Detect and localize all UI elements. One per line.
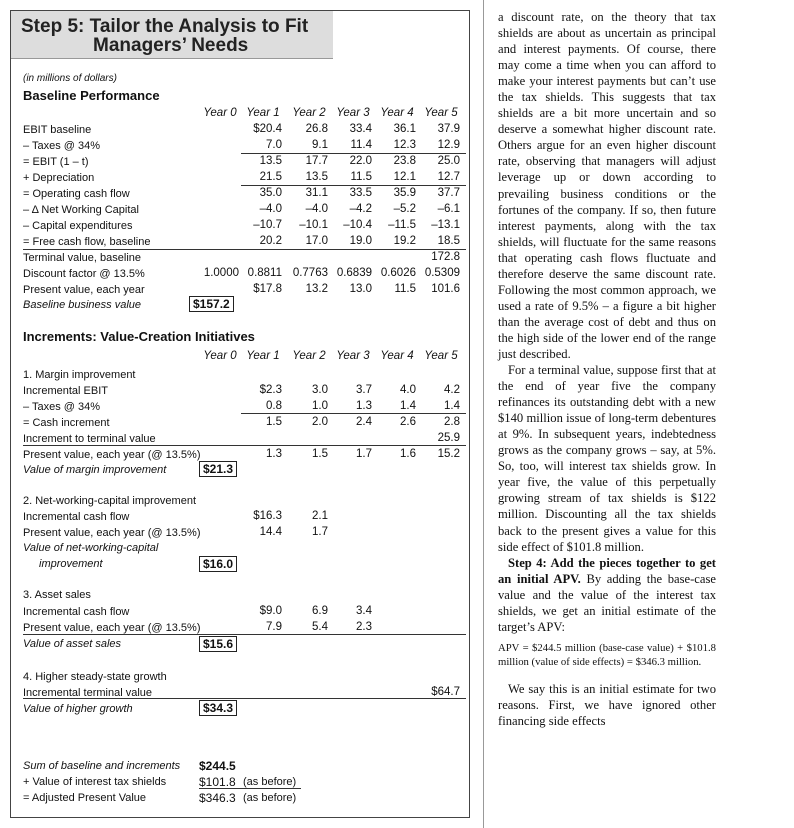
summary-label-0: Sum of baseline and increments xyxy=(23,760,181,772)
baseline-cell-10-2: 13.2 xyxy=(305,283,328,295)
baseline-rule-3 xyxy=(23,249,466,250)
baseline-row-label-3: + Depreciation xyxy=(23,172,95,184)
summary-rule xyxy=(199,788,301,789)
article-paragraph-3: We say this is an initial estimate for two reasons. First, we have ignored other financing side effects xyxy=(498,681,716,728)
baseline-row-label-0: EBIT baseline xyxy=(23,124,92,136)
baseline-cell-5-4: –5.2 xyxy=(393,203,416,215)
margin-cell-1-2: 1.0 xyxy=(312,400,328,412)
baseline-cell-2-2: 17.7 xyxy=(305,155,328,167)
baseline-cell-9-0: 1.0000 xyxy=(203,267,239,279)
margin-value-label: Value of margin improvement xyxy=(23,464,167,476)
assets-value-box: $15.6 xyxy=(199,636,237,652)
margin-row-label-4: Present value, each year (@ 13.5%) xyxy=(23,449,201,461)
baseline-cell-9-1: 0.8811 xyxy=(247,267,282,279)
growth-value-label: Value of higher growth xyxy=(23,703,133,715)
exhibit-title xyxy=(11,11,333,59)
growth-cell-0-5: $64.7 xyxy=(431,686,460,698)
baseline-year-header-3: Year 3 xyxy=(336,107,370,119)
growth-title: 4. Higher steady-state growth xyxy=(23,671,167,683)
margin-cell-2-5: 2.8 xyxy=(444,416,460,428)
assets-cell-0-1: $9.0 xyxy=(259,605,282,617)
baseline-row-label-2: = EBIT (1 – t) xyxy=(23,156,89,168)
nwc-cell-1-2: 1.7 xyxy=(312,526,328,538)
baseline-cell-5-3: –4.2 xyxy=(349,203,372,215)
summary-note-1: (as before) xyxy=(243,776,297,788)
margin-cell-4-4: 1.6 xyxy=(400,448,416,460)
margin-cell-1-3: 1.3 xyxy=(356,400,372,412)
baseline-cell-6-2: –10.1 xyxy=(299,219,328,231)
baseline-cell-10-5: 101.6 xyxy=(431,283,460,295)
baseline-heading: Baseline Performance xyxy=(23,88,160,103)
baseline-value-box: $157.2 xyxy=(189,296,234,312)
increments-year-header-2: Year 2 xyxy=(292,350,326,362)
margin-cell-1-1: 0.8 xyxy=(266,400,282,412)
summary-label-1: + Value of interest tax shields xyxy=(23,776,167,788)
baseline-row-label-7: = Free cash flow, baseline xyxy=(23,236,151,248)
nwc-cell-0-2: 2.1 xyxy=(312,510,328,522)
baseline-cell-7-3: 19.0 xyxy=(349,235,372,247)
baseline-cell-10-1: $17.8 xyxy=(253,283,282,295)
baseline-cell-9-3: 0.6839 xyxy=(336,267,372,279)
baseline-row-label-6: – Capital expenditures xyxy=(23,220,133,232)
baseline-cell-2-4: 23.8 xyxy=(393,155,416,167)
baseline-cell-5-5: –6.1 xyxy=(437,203,460,215)
margin-row-label-2: = Cash increment xyxy=(23,417,110,429)
baseline-cell-1-4: 12.3 xyxy=(393,139,416,151)
baseline-cell-5-2: –4.0 xyxy=(305,203,328,215)
margin-rule-2 xyxy=(23,445,466,446)
margin-cell-4-2: 1.5 xyxy=(312,448,328,460)
baseline-rule-1 xyxy=(241,153,466,154)
nwc-row-label-1: Present value, each year (@ 13.5%) xyxy=(23,527,201,539)
article-column xyxy=(498,9,716,729)
nwc-value-label-1: Value of net-working-capital xyxy=(23,542,159,554)
increments-heading: Increments: Value-Creation Initiatives xyxy=(23,329,255,344)
assets-title: 3. Asset sales xyxy=(23,589,91,601)
baseline-cell-0-3: 33.4 xyxy=(349,123,372,135)
margin-cell-2-1: 1.5 xyxy=(266,416,282,428)
exhibit-panel xyxy=(10,10,470,818)
baseline-cell-9-4: 0.6026 xyxy=(380,267,416,279)
baseline-cell-0-1: $20.4 xyxy=(253,123,282,135)
baseline-value-label: Baseline business value xyxy=(23,299,142,311)
units-note: (in millions of dollars) xyxy=(23,73,117,84)
apv-formula: APV = $244.5 million (base-case value) + $101.8 million (value of side effects) = $346.3 million. xyxy=(498,641,716,668)
summary-value-1: $101.8 xyxy=(199,775,236,789)
increments-year-header-0: Year 0 xyxy=(203,350,237,362)
increments-year-header-1: Year 1 xyxy=(246,350,280,362)
article-paragraph-1: a discount rate, on the theory that tax shields are about as uncertain as principal and interest payments. Of course, there may come a time when you can afford to make your interest payments but can’t use the tax shields. This suggests that tax shields are a bit more uncertain and so deserve a somewhat higher discount rate. Others argue for an even higher discount rate, observing that managers will adjust leverage up or down according to prevailing business conditions or the fortunes of the company. If so, then future interest payments, along with the tax shields, will fluctuate for the same reasons that operating cash flows fluctuate and therefore deserve the same discount rate. Following the most common approach, we used a rate of 9.5% – a figure a bit higher than the average cost of debt and thus on the high side of the lower end of the range just described. xyxy=(498,10,716,361)
nwc-cell-0-1: $16.3 xyxy=(253,510,282,522)
baseline-year-header-5: Year 5 xyxy=(424,107,458,119)
baseline-row-label-1: – Taxes @ 34% xyxy=(23,140,101,152)
assets-row-label-1: Present value, each year (@ 13.5%) xyxy=(23,622,201,634)
baseline-cell-4-2: 31.1 xyxy=(305,187,328,199)
assets-cell-1-3: 2.3 xyxy=(356,621,372,633)
baseline-year-header-0: Year 0 xyxy=(203,107,237,119)
margin-cell-4-1: 1.3 xyxy=(266,448,282,460)
margin-cell-1-4: 1.4 xyxy=(400,400,416,412)
baseline-cell-7-2: 17.0 xyxy=(305,235,328,247)
growth-value-box: $34.3 xyxy=(199,700,237,716)
baseline-cell-1-2: 9.1 xyxy=(312,139,328,151)
nwc-row-label-0: Incremental cash flow xyxy=(23,511,130,523)
baseline-cell-4-5: 37.7 xyxy=(437,187,460,199)
baseline-cell-0-5: 37.9 xyxy=(437,123,460,135)
exhibit-title-line2: Managers’ Needs xyxy=(93,35,249,56)
baseline-year-header-1: Year 1 xyxy=(246,107,280,119)
summary-value-0: $244.5 xyxy=(199,759,236,773)
baseline-cell-7-5: 18.5 xyxy=(437,235,460,247)
margin-cell-4-5: 15.2 xyxy=(437,448,460,460)
baseline-cell-2-1: 13.5 xyxy=(259,155,282,167)
growth-rule xyxy=(23,698,466,699)
baseline-cell-1-5: 12.9 xyxy=(437,139,460,151)
baseline-row-label-8: Terminal value, baseline xyxy=(23,252,142,264)
column-divider xyxy=(483,0,484,828)
baseline-row-label-10: Present value, each year xyxy=(23,284,145,296)
baseline-cell-7-4: 19.2 xyxy=(393,235,416,247)
margin-rule-1 xyxy=(241,413,466,414)
margin-cell-0-3: 3.7 xyxy=(356,384,372,396)
baseline-cell-10-3: 13.0 xyxy=(349,283,372,295)
margin-title: 1. Margin improvement xyxy=(23,369,136,381)
baseline-cell-1-3: 11.4 xyxy=(350,139,372,151)
nwc-value-label-2: improvement xyxy=(39,558,103,570)
margin-row-label-1: – Taxes @ 34% xyxy=(23,401,101,413)
margin-row-label-3: Increment to terminal value xyxy=(23,433,156,445)
summary-value-2: $346.3 xyxy=(199,791,236,805)
baseline-cell-8-5: 172.8 xyxy=(431,251,460,263)
increments-year-header-3: Year 3 xyxy=(336,350,370,362)
step4-heading: Step 4: Add the pieces together to get an initial APV. xyxy=(498,555,716,586)
assets-cell-1-2: 5.4 xyxy=(312,621,328,633)
baseline-rule-2 xyxy=(241,185,466,186)
baseline-cell-9-2: 0.7763 xyxy=(292,267,328,279)
baseline-cell-7-1: 20.2 xyxy=(259,235,282,247)
assets-cell-1-1: 7.9 xyxy=(266,621,282,633)
baseline-year-header-2: Year 2 xyxy=(292,107,326,119)
baseline-cell-2-5: 25.0 xyxy=(437,155,460,167)
nwc-cell-1-1: 14.4 xyxy=(259,526,282,538)
assets-value-label: Value of asset sales xyxy=(23,638,122,650)
baseline-cell-0-4: 36.1 xyxy=(393,123,416,135)
baseline-row-label-9: Discount factor @ 13.5% xyxy=(23,268,145,280)
baseline-cell-6-1: –10.7 xyxy=(253,219,282,231)
baseline-cell-6-4: –11.5 xyxy=(388,219,416,231)
baseline-cell-5-1: –4.0 xyxy=(259,203,282,215)
margin-cell-3-5: 25.9 xyxy=(437,432,460,444)
margin-value-box: $21.3 xyxy=(199,461,237,477)
baseline-cell-3-4: 12.1 xyxy=(393,171,416,183)
margin-cell-0-5: 4.2 xyxy=(444,384,460,396)
baseline-cell-1-1: 7.0 xyxy=(266,139,282,151)
baseline-cell-4-4: 35.9 xyxy=(393,187,416,199)
step4-text: By adding the base-case value and the value of the interest tax shields, we get an initial estimate of the target’s APV: xyxy=(498,571,716,634)
margin-cell-0-2: 3.0 xyxy=(312,384,328,396)
margin-cell-0-4: 4.0 xyxy=(400,384,416,396)
assets-cell-0-3: 3.4 xyxy=(356,605,372,617)
summary-note-2: (as before) xyxy=(243,792,297,804)
baseline-cell-6-3: –10.4 xyxy=(343,219,372,231)
nwc-value-box: $16.0 xyxy=(199,556,237,572)
summary-label-2: = Adjusted Present Value xyxy=(23,792,147,804)
nwc-title: 2. Net-working-capital improvement xyxy=(23,495,197,507)
baseline-cell-3-1: 21.5 xyxy=(259,171,282,183)
margin-cell-2-4: 2.6 xyxy=(400,416,416,428)
assets-cell-0-2: 6.9 xyxy=(312,605,328,617)
baseline-cell-6-5: –13.1 xyxy=(431,219,460,231)
margin-cell-0-1: $2.3 xyxy=(259,384,282,396)
baseline-cell-0-2: 26.8 xyxy=(305,123,328,135)
baseline-cell-4-1: 35.0 xyxy=(259,187,282,199)
increments-year-header-5: Year 5 xyxy=(424,350,458,362)
baseline-cell-3-2: 13.5 xyxy=(305,171,328,183)
baseline-row-label-5: – Δ Net Working Capital xyxy=(23,204,139,216)
baseline-cell-3-3: 11.5 xyxy=(350,171,372,183)
increments-year-header-4: Year 4 xyxy=(380,350,414,362)
margin-cell-4-3: 1.7 xyxy=(356,448,372,460)
baseline-cell-9-5: 0.5309 xyxy=(424,267,460,279)
margin-cell-1-5: 1.4 xyxy=(444,400,460,412)
margin-row-label-0: Incremental EBIT xyxy=(23,385,108,397)
assets-rule xyxy=(23,634,466,635)
baseline-cell-10-4: 11.5 xyxy=(394,283,416,295)
baseline-cell-4-3: 33.5 xyxy=(349,187,372,199)
baseline-cell-2-3: 22.0 xyxy=(349,155,372,167)
assets-row-label-0: Incremental cash flow xyxy=(23,606,130,618)
article-paragraph-step4 xyxy=(498,555,716,635)
exhibit-title-line1: Step 5: Tailor the Analysis to Fit xyxy=(21,16,309,37)
growth-row-label-0: Incremental terminal value xyxy=(23,687,153,699)
baseline-year-header-4: Year 4 xyxy=(380,107,414,119)
margin-cell-2-3: 2.4 xyxy=(356,416,372,428)
baseline-cell-3-5: 12.7 xyxy=(437,171,460,183)
article-paragraph-2: For a terminal value, suppose first that at the end of year five the company refinances its outstanding debt with a new $140 million issue of long-term debentures at 9%. In subsequent years, indebtedness grows as the company grows – say, at 5%. So, too, will interest tax shields grow. In year five, the value of this perpetually growing stream of tax shields is $122 million. Discounting all the tax shields back to the present gives a value for this side effect of $101.8 million. xyxy=(498,363,716,554)
baseline-row-label-4: = Operating cash flow xyxy=(23,188,130,200)
margin-cell-2-2: 2.0 xyxy=(312,416,328,428)
